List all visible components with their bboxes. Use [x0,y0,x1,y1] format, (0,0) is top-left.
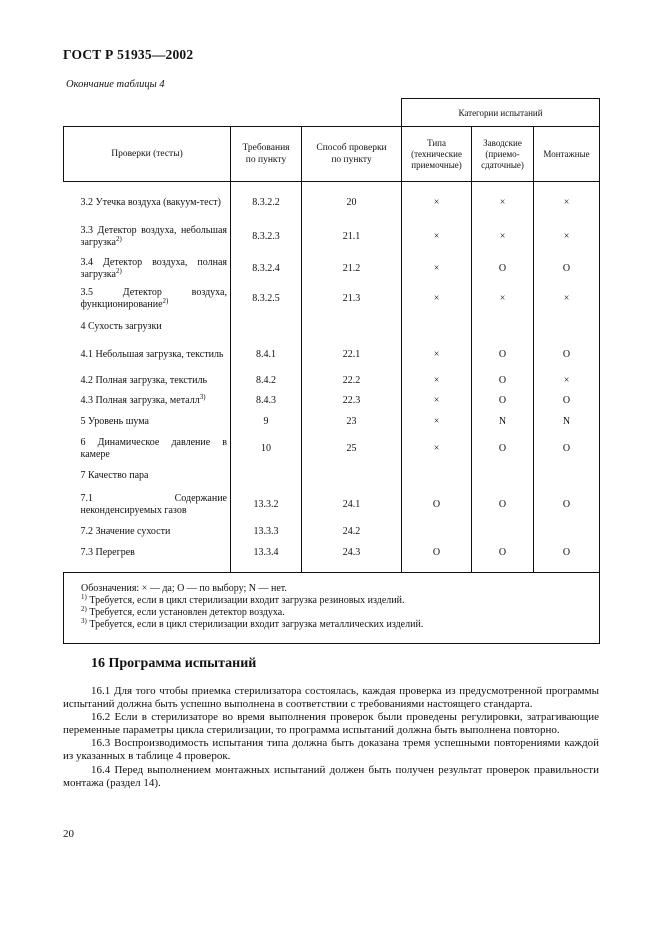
row-check-name: 3.3 Детектор воздуха, небольшая загрузка$^{2)}$ [80,225,227,248]
row-method: 22.2 [342,375,361,386]
legend-note-mark: 3) [81,617,87,625]
row-requirement [231,465,302,487]
header-spacer [64,99,402,127]
row-type: × [402,186,472,220]
row-method: 24.1 [342,498,361,510]
row-install: O [534,433,600,465]
row-type [402,465,472,487]
row-check-name: 5 Уровень шума [80,416,149,427]
row-check-name: 3.2 Утечка воздуха (вакуум-тест) [80,197,221,208]
row-method: 24.3 [342,547,361,558]
page-number: 20 [63,828,74,840]
row-type [402,315,472,338]
row-check-name: 7.2 Значение сухости [80,526,171,537]
row-requirement: 13.3.2 [231,487,302,522]
header-factory: Заводские (приемо-сдаточные) [472,127,534,182]
row-check-name: 7.1 Содержание неконденсируемых газов [80,492,227,516]
table-4 [63,98,600,644]
row-type: × [402,433,472,465]
row-factory: O [498,348,507,360]
document-header: ГОСТ Р 51935—2002 [63,47,194,62]
footnote-mark: 2) [115,235,122,243]
paragraph-16-2: 16.2 Если в стерилизаторе во время выполнения проверок были проведены регулировки, затрагивающие переменные параметры цикла стерилизации, то программа испытаний должна быть выполнена повторно. [63,711,599,737]
row-requirement: 8.4.3 [231,391,302,411]
row-type: × [402,283,472,315]
table-row [64,411,600,433]
row-type: × [402,371,472,391]
row-factory: O [498,375,507,386]
table-legend [64,573,600,644]
row-check-name: 7.3 Перегрев [80,547,135,558]
row-install: O [534,391,600,411]
table-row [64,220,600,254]
legend-note-mark: 1) [81,593,87,601]
row-method: 21.2 [342,262,361,274]
table-row [64,391,600,411]
table-row [64,283,600,315]
row-method: 20 [346,197,357,208]
footnote-mark: 3) [199,393,206,401]
header-type: Типа (технические приемочные) [402,127,472,182]
row-install: O [534,254,600,283]
table-row [64,433,600,465]
row-requirement: 8.3.2.3 [231,220,302,254]
footnote-mark: 2) [162,297,169,305]
row-check-name: 7 Качество пара [80,470,149,481]
row-type: × [402,254,472,283]
row-factory: N [498,416,507,427]
row-method: 24.2 [342,526,361,537]
row-type: × [402,391,472,411]
row-factory: O [498,262,507,274]
footnote-mark: 2) [115,266,122,275]
row-requirement: 8.3.2.5 [231,283,302,315]
row-check-name: 3.4 Детектор воздуха, полная загрузка$^{2)}$ [80,256,227,280]
row-factory: O [498,498,507,510]
row-factory: × [499,197,506,208]
legend-designations: Обозначения: × — да; О — по выбору; N — нет. [81,583,287,594]
legend-note: $^{3)}$ Требуется, если в цикл стерилизации входит загрузка металлических изделий. [81,617,424,630]
row-install: N [534,411,600,433]
legend-note: $^{1)}$ Требуется, если в цикл стерилизации входит загрузка резиновых изделий. [81,593,405,606]
table-row [64,522,600,542]
row-method [302,315,402,338]
row-install: × [534,371,600,391]
row-requirement: 9 [231,411,302,433]
row-type: O [402,542,472,564]
row-requirement: 8.4.1 [231,338,302,371]
legend-note: $^{2)}$ Требуется, если установлен детектор воздуха. [81,605,285,618]
paragraph-16-3: 16.3 Воспроизводимость испытания типа должна быть доказана тремя успешными повторениями каждой из указанных в таблице 4 проверок. [63,737,599,763]
legend-note-mark: 2) [81,605,87,613]
row-requirement: 8.4.2 [231,371,302,391]
row-requirement: 8.3.2.2 [231,186,302,220]
row-type: × [402,220,472,254]
row-install: O [534,542,600,564]
row-install: × [534,220,600,254]
header-requirements: Требования по пункту [231,127,302,182]
row-factory: O [498,547,507,558]
table-row [64,487,600,522]
row-install [534,315,600,338]
header-install: Монтажные [534,127,600,182]
table-row [64,371,600,391]
row-factory: × [499,231,506,242]
table-row [64,186,600,220]
row-requirement [231,315,302,338]
row-check-name: 6 Динамическое давление в камере [80,437,227,460]
row-check-name: 4.3 Полная загрузка, металл$^{3)}$ [80,393,206,406]
paragraph-16-1: 16.1 Для того чтобы приемка стерилизатора состоялась, каждая проверка из предусмотренной программы испытаний должна быть успешно выполнена в соответствии с требованиями настоящего стандарта. [63,685,599,711]
row-requirement: 13.3.4 [231,542,302,564]
row-method: 21.1 [342,231,361,242]
table-row [64,465,600,487]
row-check-name: 4 Сухость загрузки [80,320,162,332]
table-row [64,315,600,338]
table-row [64,254,600,283]
row-requirement: 8.3.2.4 [231,254,302,283]
row-type: × [402,338,472,371]
row-factory [472,522,534,542]
row-requirement: 10 [231,433,302,465]
row-install: × [534,283,600,315]
section-title: 16 Программа испытаний [91,656,257,671]
header-checks: Проверки (тесты) [64,127,231,182]
header-categories: Категории испытаний [402,99,600,127]
row-requirement: 13.3.3 [231,522,302,542]
paragraph-16-4: 16.4 Перед выполнением монтажных испытаний должен быть получен результат проверок правильности монтажа (раздел 14). [63,763,599,789]
row-method: 21.3 [342,293,361,304]
row-method [302,465,402,487]
row-check-name: 3.5 Детектор воздуха, функционирование$^{2)}$ [80,287,227,310]
table-row [64,338,600,371]
row-factory: O [498,395,507,406]
table-caption: Окончание таблицы 4 [66,79,165,90]
row-factory: O [498,443,507,454]
row-method: 22.1 [342,348,361,360]
row-check-name: 4.1 Небольшая загрузка, текстиль [80,348,224,360]
row-factory: × [499,293,506,304]
row-factory [472,315,534,338]
row-method: 23 [346,416,357,427]
row-type [402,522,472,542]
row-factory [472,465,534,487]
row-install: O [534,487,600,522]
row-install: O [534,338,600,371]
row-type: O [402,487,472,522]
section-body [63,685,599,790]
row-check-name: 4.2 Полная загрузка, текстиль [80,375,208,386]
table-row [64,542,600,564]
row-install [534,465,600,487]
row-type: × [402,411,472,433]
row-install: × [534,186,600,220]
row-method: 22.3 [342,395,361,406]
header-method: Способ проверки по пункту [302,127,402,182]
row-method: 25 [346,443,357,454]
row-install [534,522,600,542]
